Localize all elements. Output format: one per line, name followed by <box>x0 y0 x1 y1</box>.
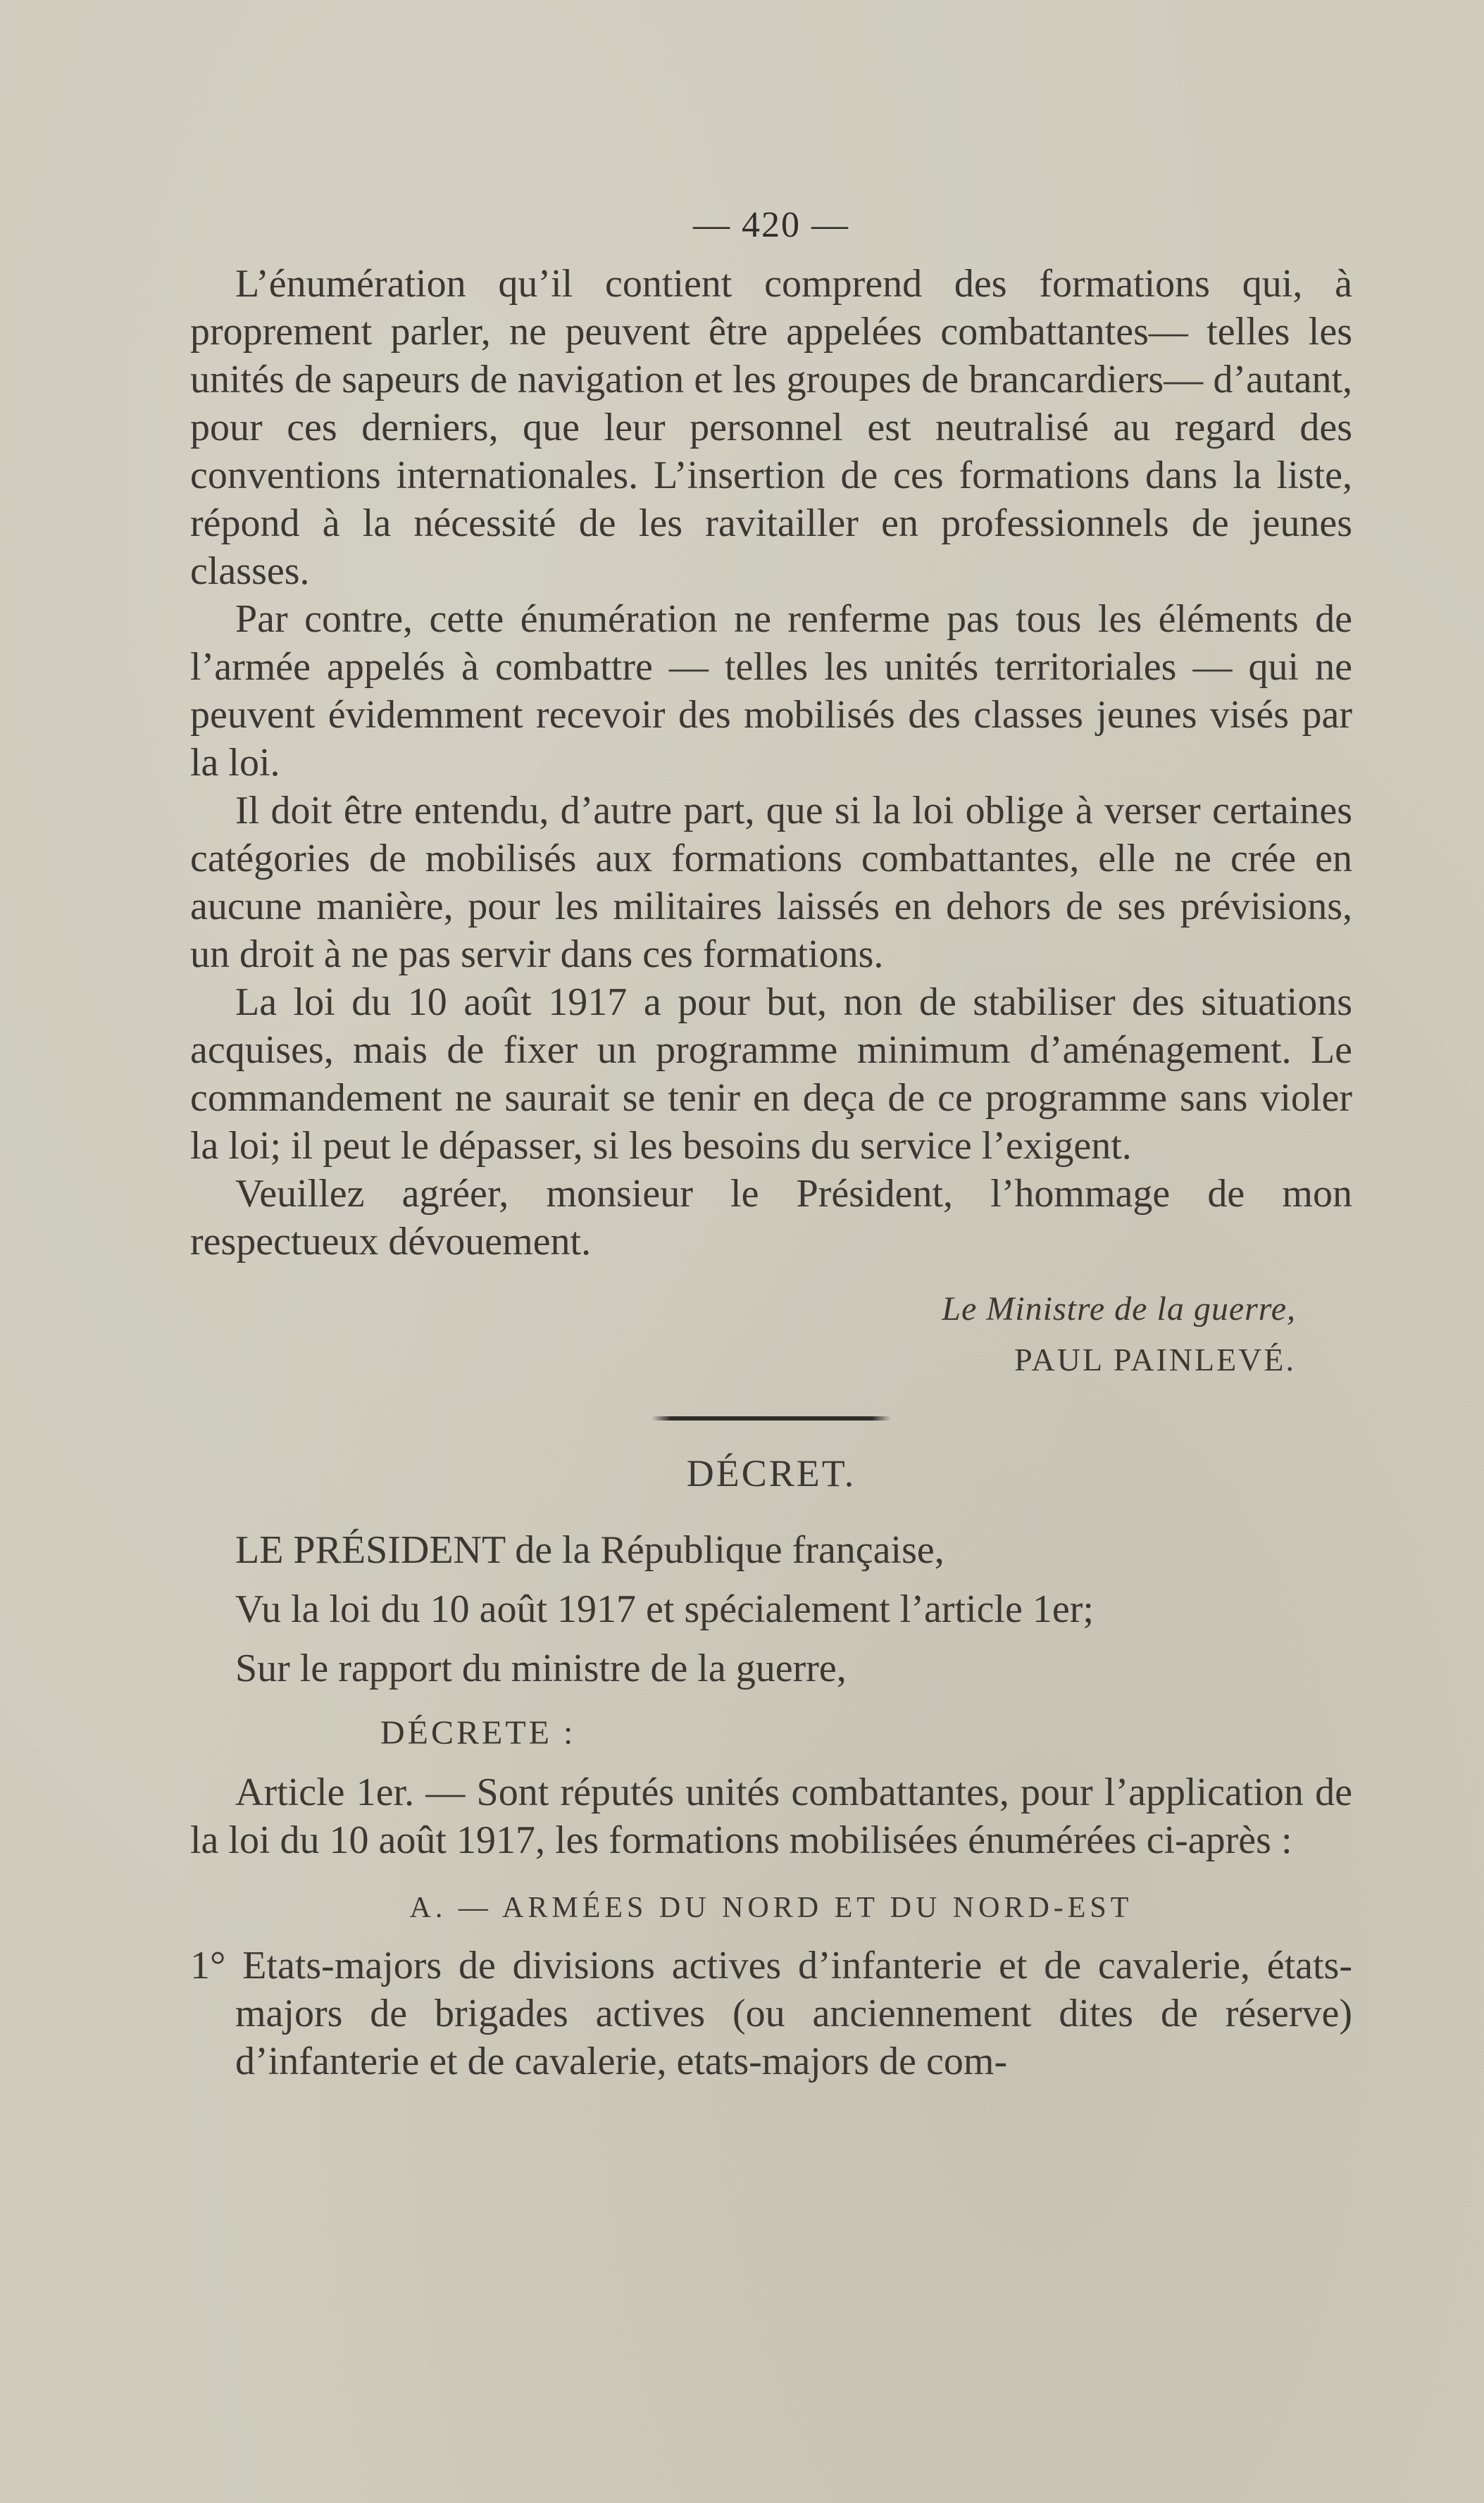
signature-block <box>190 1287 1352 1382</box>
list-item-1: 1° Etats-majors de divisions actives d’infanterie et de cavalerie, états-majors de brigades actives (ou anciennement dites de réserve) d’infanterie et de cavalerie, etats-majors de com- <box>190 1944 1352 2083</box>
paragraph-4: La loi du 10 août 1917 a pour but, non de stabiliser des situations acquises, mais de fixer un programme minimum d’aménagement. Le commandement ne saurait se tenir en deça de ce programme sans violer la loi; il peut le dépasser, si les besoins du service l’exigent. <box>190 980 1352 1168</box>
paragraph-2: Par contre, cette énumération ne renferme pas tous les éléments de l’armée appelés à combattre — telles les unités territoriales — qui ne peuvent évidemment recevoir des mobilisés des classes jeunes visés par la loi. <box>190 597 1352 785</box>
article-1: Article 1er. — Sont réputés unités combattantes, pour l’application de la loi du 10 août 1917, les formations mobilisées énumérées ci-après : <box>190 1771 1352 1862</box>
signature-name: PAUL PAINLEVÉ. <box>1014 1342 1296 1378</box>
signature-title: Le Ministre de la guerre, <box>942 1290 1296 1328</box>
paragraph-1: L’énumération qu’il contient comprend des formations qui, à proprement parler, ne peuvent être appelées combattantes— telles les unités de sapeurs de navigation et les groupes de brancardiers— d’autant, pour ces derniers, que leur personnel est neutralisé au regard des conventions internationales. L’insertion de ces formations dans la liste, répond à la nécessité de les ravitailler en professionnels de jeunes classes. <box>190 262 1352 593</box>
decree-line-3: Sur le rapport du ministre de la guerre, <box>235 1647 847 1690</box>
section-divider <box>651 1416 891 1421</box>
decree-line-2: Vu la loi du 10 août 1917 et spécialement l’article 1er; <box>235 1587 1094 1631</box>
paragraph-3: Il doit être entendu, d’autre part, que si la loi oblige à verser certaines catégories de mobilisés aux formations combattantes, elle ne crée en aucune manière, pour les militaires laissés en dehors de ses prévisions, un droit à ne pas servir dans ces formations. <box>190 789 1352 976</box>
decree-line-1: LE PRÉSIDENT de la République française, <box>235 1528 944 1572</box>
decree-heading: DÉCRET. <box>686 1452 856 1494</box>
section-title: A. — ARMÉES DU NORD ET DU NORD-EST <box>409 1892 1133 1924</box>
page-number: — 420 — <box>693 205 849 245</box>
page-content <box>190 204 1352 2085</box>
decrete-label: DÉCRETE : <box>380 1714 576 1752</box>
paragraph-5: Veuillez agréer, monsieur le Président, l’hommage de mon respectueux dévouement. <box>190 1172 1352 1263</box>
